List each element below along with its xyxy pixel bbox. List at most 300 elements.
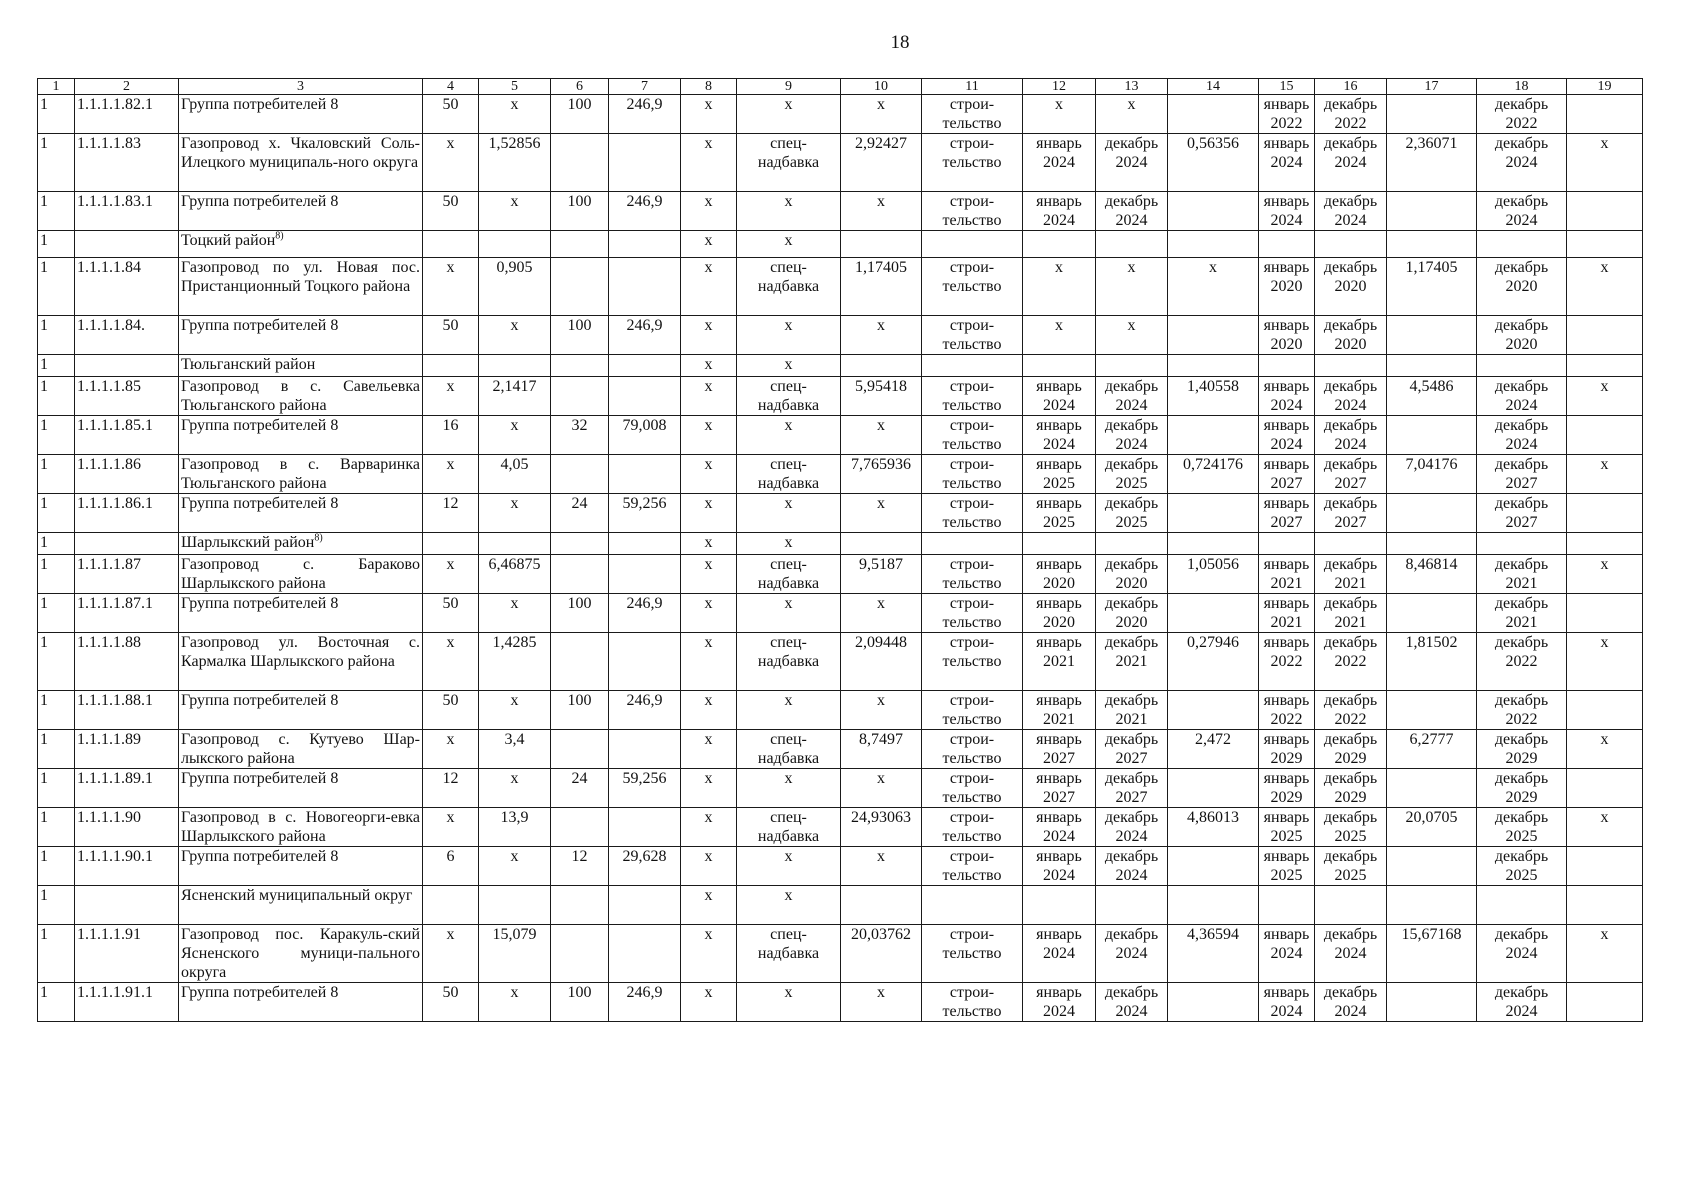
table-cell-col-6 [551,231,609,258]
table-cell-col-6 [551,769,609,808]
table-cell-col-10 [841,192,922,231]
object-name: Газопровод в с. Новогеорги-евка Шарлыкского района [181,809,420,845]
table-cell-col-16 [1315,377,1387,416]
cell-value: х [1055,96,1063,113]
cell-value: декабрь 2025 [1104,456,1159,492]
cell-value: спец- надбавка [757,926,820,962]
table-cell-col-10 [841,925,922,983]
cell-value: 1 [40,887,48,904]
table-cell-col-15 [1259,769,1315,808]
cell-value: 1 [40,731,48,748]
cell-value: х [784,984,793,1001]
table-cell-col-8 [681,691,737,730]
table-cell-col-10 [841,258,922,316]
cell-value: 100 [567,595,592,612]
table-row [38,886,1643,925]
cell-value: 1 [40,96,48,113]
table-cell-col-12 [1023,983,1096,1022]
cell-value: 2,09448 [855,634,907,651]
cell-value: декабрь 2029 [1494,731,1549,767]
cell-value: х [704,534,713,551]
table-cell-col-15 [1259,316,1315,355]
cell-value: декабрь 2025 [1104,495,1159,531]
table-cell-col-15 [1259,355,1315,377]
cell-value: строи- тельство [942,692,1002,728]
table-cell-col-18 [1477,925,1567,983]
object-name: Газопровод х. Чкаловский Соль-Илецкого муниципаль-ного округа [181,135,420,171]
table-cell-col-19 [1567,925,1643,983]
cell-value: х [784,317,793,334]
cell-value: строи- тельство [942,96,1002,132]
cell-value: 0,905 [496,259,533,276]
table-cell-col-2 [75,808,179,847]
table-row [38,730,1643,769]
table-cell-col-1 [38,769,75,808]
table-cell-col-8 [681,847,737,886]
cell-value: 8,46814 [1405,556,1458,573]
cell-value: 7,765936 [851,456,911,473]
table-cell-col-10 [841,886,922,925]
cell-value: декабрь 2024 [1323,417,1378,453]
table-cell-col-18 [1477,355,1567,377]
cell-value: декабрь 2021 [1494,595,1549,631]
table-cell-col-5 [479,983,551,1022]
cell-value: 1 [40,984,48,1001]
cell-value: январь 2027 [1263,495,1310,531]
cell-value: х [784,848,793,865]
table-cell-col-15 [1259,494,1315,533]
cell-value: 1.1.1.1.88 [77,634,141,651]
cell-value: х [1600,926,1609,943]
table-cell-col-19 [1567,377,1643,416]
column-number-12: 12 [1023,79,1096,95]
table-cell-col-5 [479,533,551,555]
table-cell-col-11 [922,377,1023,416]
cell-value: 100 [567,317,592,334]
table-cell-col-1 [38,494,75,533]
table-cell-col-2 [75,769,179,808]
table-cell-col-12 [1023,316,1096,355]
cell-value: х [704,495,713,512]
table-cell-col-12 [1023,377,1096,416]
cell-value: 1.1.1.1.90 [77,809,141,826]
table-cell-col-4 [423,769,479,808]
table-cell-col-17 [1387,533,1477,555]
cell-value: х [704,317,713,334]
table-cell-col-6 [551,95,609,134]
table-cell-col-10 [841,416,922,455]
table-cell-col-7 [609,416,681,455]
table-cell-col-3 [179,316,423,355]
table-cell-col-6 [551,355,609,377]
cell-value: 24 [571,770,588,787]
cell-value: х [877,770,885,787]
table-cell-col-16 [1315,925,1387,983]
cell-value: х [784,193,793,210]
table-cell-col-15 [1259,983,1315,1022]
table-cell-col-11 [922,555,1023,594]
table-cell-col-19 [1567,416,1643,455]
table-cell-col-16 [1315,533,1387,555]
object-name: Ясненский муниципальный округ [181,887,413,904]
table-cell-col-3 [179,355,423,377]
cell-value: январь 2024 [1036,417,1082,453]
table-cell-col-12 [1023,192,1096,231]
cell-value: декабрь 2025 [1494,809,1549,845]
object-name: Газопровод в с. Савельевка Тюльганского района [181,378,420,414]
table-cell-col-2 [75,377,179,416]
cell-value: 246,9 [626,984,663,1001]
cell-value: декабрь 2021 [1104,692,1159,728]
table-cell-col-15 [1259,192,1315,231]
cell-value: 1 [40,926,48,943]
cell-value: январь 2021 [1036,692,1082,728]
column-number-7: 7 [609,79,681,95]
object-name: Газопровод в с. Варваринка Тюльганского района [181,456,420,492]
table-cell-col-12 [1023,633,1096,691]
table-cell-col-1 [38,416,75,455]
cell-value: х [704,731,713,748]
cell-value: х [704,634,713,651]
table-cell-col-3 [179,886,423,925]
table-cell-col-2 [75,192,179,231]
object-name: Тюльганский район [181,356,316,373]
table-row [38,316,1643,355]
table-cell-col-14 [1168,494,1259,533]
table-cell-col-4 [423,808,479,847]
table-cell-col-6 [551,533,609,555]
table-row [38,355,1643,377]
table-row [38,847,1643,886]
cell-value: декабрь 2027 [1494,456,1549,492]
table-cell-col-19 [1567,730,1643,769]
table-cell-col-5 [479,555,551,594]
cell-value: 1,05056 [1187,556,1239,573]
table-cell-col-7 [609,377,681,416]
table-cell-col-9 [737,377,841,416]
cell-value: январь 2024 [1263,984,1310,1020]
cell-value: январь 2024 [1263,417,1310,453]
table-cell-col-8 [681,633,737,691]
cell-value: х [446,926,455,943]
table-cell-col-15 [1259,808,1315,847]
cell-value: 1.1.1.1.85.1 [77,417,153,434]
table-cell-col-4 [423,533,479,555]
table-cell-col-2 [75,258,179,316]
table-cell-col-9 [737,691,841,730]
table-cell-col-16 [1315,555,1387,594]
table-cell-col-15 [1259,533,1315,555]
table-cell-col-3 [179,377,423,416]
table-cell-col-14 [1168,730,1259,769]
table-cell-col-14 [1168,258,1259,316]
cell-value: 50 [442,317,459,334]
table-cell-col-9 [737,258,841,316]
table-cell-col-12 [1023,416,1096,455]
table-cell-col-13 [1096,258,1168,316]
cell-value: 4,36594 [1187,926,1239,943]
cell-value: декабрь 2027 [1104,770,1159,806]
cell-value: 15,079 [492,926,537,943]
table-cell-col-18 [1477,594,1567,633]
object-name: Шарлыкский район [181,534,315,551]
cell-value: 1.1.1.1.91 [77,926,141,943]
cell-value: 100 [567,96,592,113]
cell-value: спец- надбавка [757,731,820,767]
cell-value: декабрь 2024 [1494,193,1549,229]
table-cell-col-2 [75,494,179,533]
table-cell-col-10 [841,769,922,808]
cell-value: х [704,193,713,210]
cell-value: 50 [442,595,459,612]
table-cell-col-15 [1259,555,1315,594]
cell-value: 1.1.1.1.84. [77,317,145,334]
table-cell-col-1 [38,95,75,134]
table-cell-col-8 [681,192,737,231]
table-cell-col-17 [1387,494,1477,533]
table-cell-col-5 [479,416,551,455]
cell-value: спец- надбавка [757,456,820,492]
column-number-1: 1 [38,79,75,95]
table-cell-col-5 [479,769,551,808]
cell-value: 1.1.1.1.87.1 [77,595,153,612]
cell-value: х [704,135,713,152]
object-name: Группа потребителей 8 [181,692,339,709]
table-cell-col-3 [179,633,423,691]
table-cell-col-16 [1315,594,1387,633]
table-cell-col-12 [1023,808,1096,847]
cell-value: х [446,456,455,473]
table-cell-col-7 [609,691,681,730]
cell-value: 1 [40,193,48,210]
cell-value: декабрь 2024 [1323,984,1378,1020]
cell-value: 1.1.1.1.83 [77,135,141,152]
cell-value: х [877,495,885,512]
cell-value: январь 2024 [1036,135,1082,171]
table-cell-col-1 [38,691,75,730]
table-cell-col-17 [1387,847,1477,886]
table-cell-col-9 [737,455,841,494]
table-cell-col-1 [38,258,75,316]
table-cell-col-3 [179,134,423,192]
cell-value: х [446,135,455,152]
table-cell-col-3 [179,594,423,633]
table-cell-col-2 [75,316,179,355]
table-cell-col-4 [423,594,479,633]
column-number-18: 18 [1477,79,1567,95]
cell-value: х [1127,96,1136,113]
table-cell-col-13 [1096,886,1168,925]
table-cell-col-11 [922,691,1023,730]
table-cell-col-12 [1023,730,1096,769]
table-cell-col-10 [841,134,922,192]
table-cell-col-16 [1315,886,1387,925]
cell-value: декабрь 2024 [1494,984,1549,1020]
cell-value: строи- тельство [942,848,1002,884]
table-cell-col-2 [75,633,179,691]
table-cell-col-17 [1387,377,1477,416]
cell-value: 4,86013 [1187,809,1239,826]
table-cell-col-10 [841,555,922,594]
cell-value: х [1600,731,1609,748]
table-cell-col-16 [1315,258,1387,316]
cell-value: х [446,634,455,651]
table-cell-col-13 [1096,231,1168,258]
cell-value: 1 [40,356,48,373]
table-cell-col-5 [479,95,551,134]
cell-value: 79,008 [622,417,667,434]
table-cell-col-19 [1567,808,1643,847]
cell-value: 246,9 [626,692,663,709]
cell-value: х [510,984,519,1001]
cell-value: х [446,556,455,573]
cell-value: 1,17405 [1405,259,1458,276]
cell-value: х [704,556,713,573]
table-cell-col-11 [922,258,1023,316]
cell-value: х [704,417,713,434]
cell-value: х [1600,378,1609,395]
table-cell-col-14 [1168,134,1259,192]
footnote-marker: 8) [314,532,323,544]
cell-value: 1 [40,634,48,651]
cell-value: 2,1417 [492,378,537,395]
table-cell-col-18 [1477,847,1567,886]
table-cell-col-8 [681,455,737,494]
cell-value: х [877,692,885,709]
table-row [38,769,1643,808]
table-cell-col-4 [423,633,479,691]
table-cell-col-3 [179,95,423,134]
table-cell-col-8 [681,95,737,134]
table-cell-col-9 [737,555,841,594]
table-cell-col-4 [423,983,479,1022]
table-cell-col-19 [1567,316,1643,355]
table-cell-col-4 [423,730,479,769]
table-cell-col-15 [1259,886,1315,925]
column-number-3: 3 [179,79,423,95]
table-cell-col-15 [1259,691,1315,730]
table-cell-col-6 [551,134,609,192]
cell-value: х [704,356,713,373]
table-cell-col-12 [1023,95,1096,134]
table-cell-col-12 [1023,691,1096,730]
cell-value: 1 [40,135,48,152]
table-cell-col-17 [1387,769,1477,808]
cell-value: 1 [40,317,48,334]
table-cell-col-12 [1023,494,1096,533]
table-row [38,134,1643,192]
table-cell-col-5 [479,847,551,886]
table-cell-col-9 [737,231,841,258]
cell-value: январь 2022 [1263,634,1310,670]
table-cell-col-11 [922,886,1023,925]
table-cell-col-8 [681,555,737,594]
cell-value: х [446,731,455,748]
cell-value: январь 2025 [1263,809,1310,845]
cell-value: х [704,456,713,473]
table-cell-col-12 [1023,925,1096,983]
table-cell-col-13 [1096,847,1168,886]
column-number-6: 6 [551,79,609,95]
table-row [38,925,1643,983]
cell-value: декабрь 2022 [1494,692,1549,728]
table-cell-col-16 [1315,355,1387,377]
table-cell-col-19 [1567,192,1643,231]
table-cell-col-18 [1477,555,1567,594]
table-cell-col-9 [737,192,841,231]
table-cell-col-10 [841,455,922,494]
table-cell-col-11 [922,808,1023,847]
column-number-13: 13 [1096,79,1168,95]
table-cell-col-14 [1168,316,1259,355]
cell-value: строи- тельство [942,770,1002,806]
cell-value: 12 [442,770,459,787]
column-number-2: 2 [75,79,179,95]
column-number-8: 8 [681,79,737,95]
table-cell-col-14 [1168,192,1259,231]
table-cell-col-4 [423,691,479,730]
table-cell-col-2 [75,416,179,455]
table-cell-col-17 [1387,691,1477,730]
table-cell-col-17 [1387,192,1477,231]
table-cell-col-9 [737,533,841,555]
table-cell-col-6 [551,691,609,730]
table-cell-col-14 [1168,925,1259,983]
table-cell-col-13 [1096,416,1168,455]
table-cell-col-9 [737,134,841,192]
table-cell-col-1 [38,316,75,355]
table-cell-col-11 [922,416,1023,455]
table-cell-col-6 [551,416,609,455]
cell-value: спец- надбавка [757,556,820,592]
table-cell-col-16 [1315,455,1387,494]
cell-value: х [510,96,519,113]
table-cell-col-16 [1315,416,1387,455]
cell-value: декабрь 2024 [1104,193,1159,229]
table-row [38,455,1643,494]
table-cell-col-18 [1477,134,1567,192]
table-cell-col-7 [609,847,681,886]
table-cell-col-13 [1096,925,1168,983]
table-cell-col-12 [1023,769,1096,808]
table-cell-col-5 [479,355,551,377]
table-cell-col-15 [1259,455,1315,494]
table-cell-col-4 [423,95,479,134]
table-cell-col-16 [1315,730,1387,769]
table-row [38,594,1643,633]
cell-value: х [784,595,793,612]
object-name: Газопровод пос. Каракуль-ский Ясненского муници-пального округа [181,926,420,981]
cell-value: январь 2024 [1263,378,1310,414]
table-cell-col-2 [75,594,179,633]
cell-value: х [1055,317,1063,334]
table-cell-col-9 [737,494,841,533]
table-cell-col-9 [737,355,841,377]
table-cell-col-18 [1477,769,1567,808]
table-cell-col-12 [1023,134,1096,192]
table-cell-col-16 [1315,691,1387,730]
table-cell-col-8 [681,886,737,925]
table-row [38,416,1643,455]
cell-value: декабрь 2029 [1323,770,1378,806]
object-name: Группа потребителей 8 [181,495,339,512]
table-cell-col-13 [1096,691,1168,730]
table-cell-col-8 [681,808,737,847]
table-cell-col-10 [841,594,922,633]
table-cell-col-2 [75,730,179,769]
table-cell-col-5 [479,808,551,847]
table-row [38,95,1643,134]
